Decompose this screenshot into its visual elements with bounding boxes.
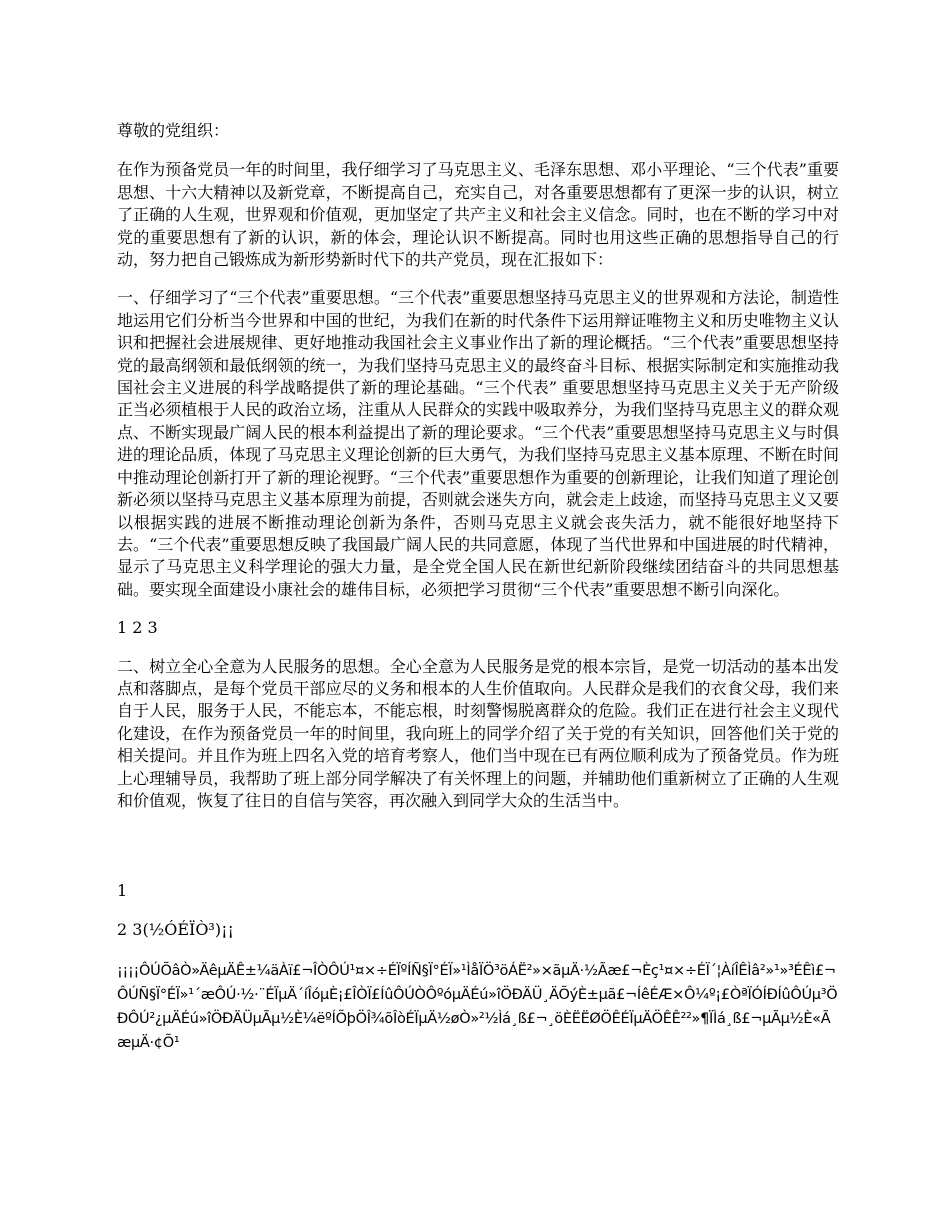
spacer [117,828,839,880]
document-page [117,120,839,1055]
salutation: 尊敬的党组织： [117,121,230,140]
intro-paragraph: 在作为预备党员一年的时间里，我仔细学习了马克思主义、毛泽东思想、邓小平理论、“三个代表”重要思想、十六大精神以及新党章，不断提高自己，充实自己，对各重要思想都有了更深一步的认识，树立了正确的人生观，世界观和价值观，更加坚定了共产主义和社会主义信念。同时，也在不断的学习中对党的重要思想有了新的认识，新的体会，理论认识不断提高。同时也用这些正确的思想指导自己的行动，努力把自己锻炼成为新形势新时代下的共产党员，现在汇报如下： [117,160,839,270]
page-marker: 1 2 3 [117,618,158,638]
garbled-text-block: ¡¡¡¡ÔÚÕâÒ»ÄêµÄÊ±¼äÀï£¬ÎÒÔÚ¹¤×÷ÉÏºÍÑ§Ï°ÉÏ»¹ÌåÏÖ³öÁË²»×ãµÄ·½Ãæ£¬Èç¹¤×÷ÉÏ´¦ÀíÎÊÌâ²»¹»³ÉÊì£¬ÔÚÑ§Ï°ÉÏ»¹´æÔÚ·½·¨ÉÏµÄ´íÎóµÈ¡£ÎÒÏ£ÍûÔÚÒÔºóµÄÉú»îÖÐÄÜ¸ÄÕýÈ±µã£¬ÍêÉÆ×Ô¼º¡£ÒªÏÓÍÐÍûÔÚµ³ÖÐÔÚ²¿µÄÉú»îÖÐÄÜµÃµ½È¼ëºÍÕþÖÎ¾õÎòÉÏµÄ½øÒ»²½Ìá¸ß£¬¸öÈËËØÖÊÉÏµÄÖÊÊ²²»¶ÏÌá¸ß£¬µÃµ½È«ÃæµÄ·¢Õ¹ [117,963,838,1052]
garbled-heading: 2 3(½ÓÉÏÒ³)¡¡ [117,919,234,939]
section-two-paragraph: 二、树立全心全意为人民服务的思想。全心全意为人民服务是党的根本宗旨，是党一切活动的基本出发点和落脚点，是每个党员干部应尽的义务和根本的人生价值取向。人民群众是我们的衣食父母，我们来自于人民，服务于人民，不能忘本，不能忘根，时刻警惕脱离群众的危险。我们正在进行社会主义现代化建设，在作为预备党员一年的时间里，我向班上的同学介绍了关于党的有关知识，回答他们关于党的相关提问。并且作为班上四名入党的培育考察人，他们当中现在已有两位顺利成为了预备党员。作为班上心理辅导员，我帮助了班上部分同学解决了有关怀理上的问题，并辅助他们重新树立了正确的人生观和价值观，恢复了往日的自信与笑容，再次融入到同学大众的生活当中。 [117,656,839,810]
page-marker: 1 [117,881,128,901]
section-one-paragraph: 一、仔细学习了“三个代表”重要思想。“三个代表”重要思想坚持马克思主义的世界观和方法论，制造性地运用它们分析当今世界和中国的世纪，为我们在新的时代条件下运用辩证唯物主义和历史唯物主义认识和把握社会进展规律、更好地推动我国社会主义事业作出了新的理论概括。“三个代表”重要思想坚持党的最高纲领和最低纲领的统一，为我们坚持马克思主义的最终奋斗目标、根据实际制定和实施推动我国社会主义进展的科学战略提供了新的理论基础。“三个代表” 重要思想坚持马克思主义关于无产阶级正当必须植根于人民的政治立场，注重从人民群众的实践中吸取养分，为我们坚持马克思主义的群众观点、不断实现最广阔人民的根本利益提出了新的理论要求。“三个代表”重要思想坚持马克思主义与时俱进的理论品质，体现了马克思主义理论创新的巨大勇气，为我们坚持马克思主义基本原理、不断在时间中推动理论创新打开了新的理论视野。“三个代表”重要思想作为重要的创新理论，让我们知道了理论创新必须以坚持马克思主义基本原理为前提，否则就会迷失方向，就会走上歧途，而坚持马克思主义又要以根据实践的进展不断推动理论创新为条件，否则马克思主义就会丧失活力，就不能很好地坚持下去。“三个代表”重要思想反映了我国最广阔人民的共同意愿，体现了当代世界和中国进展的时代精神，显示了马克思主义科学理论的强大力量，是全党全国人民在新世纪新阶段继续团结奋斗的共同思想基础。要实现全面建设小康社会的雄伟目标，必须把学习贯彻“三个代表”重要思想不断引向深化。 [117,288,839,599]
